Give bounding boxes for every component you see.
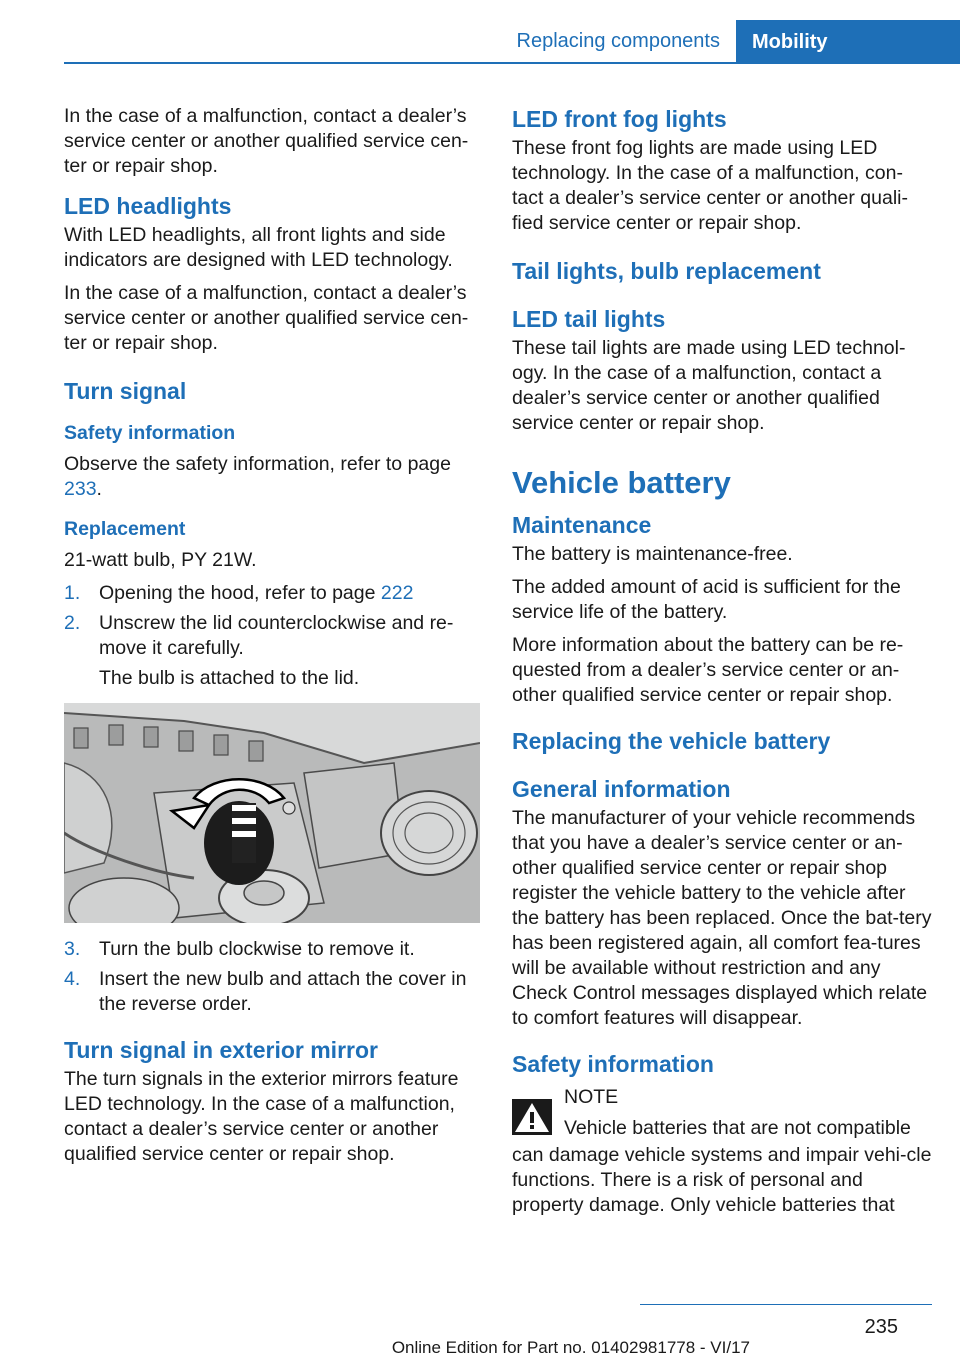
replacing-battery-heading: Replacing the vehicle battery [512, 728, 831, 754]
safety-information-heading: Safety information [64, 422, 236, 444]
warning-icon [512, 1099, 552, 1135]
vehicle-battery-heading: Vehicle battery [512, 465, 731, 500]
safety-information-text: Observe the safety information, refer to page 233. [64, 453, 451, 500]
fog-lights-heading: LED front fog lights [512, 106, 727, 132]
mirror-turn-signal-heading: Turn signal in exterior mirror [64, 1037, 378, 1063]
page-link-222[interactable]: 222 [380, 582, 414, 604]
list-item: 4. Insert the new bulb and attach the cover in the reverse order. [64, 968, 467, 1015]
general-information-text: The manufacturer of your vehicle recommends that you have a dealer’s service center or an‐other qualified service center or repair shop register the vehicle battery to the vehicle after the battery has been replaced. Once the bat‐tery has been registered again, all comfort fea‐tures will be available without restriction and any Check Control messages displayed which relate to comfort features will disappear. [512, 807, 932, 1029]
led-tail-lights-heading: LED tail lights [512, 306, 666, 332]
header-rule [64, 62, 960, 64]
maintenance-p3: More information about the battery can be re‐quested from a dealer’s service center or an‐other qualified service center or repair shop. [512, 634, 904, 706]
right-column [512, 104, 932, 1218]
page-number: 235 [864, 1316, 898, 1338]
led-tail-lights-text: These tail lights are made using LED technol‐ogy. In the case of a malfunction, contact a dealer’s service center or another qualified service center or repair shop. [512, 337, 906, 434]
footer-rule [640, 1304, 932, 1305]
maintenance-heading: Maintenance [512, 512, 652, 538]
mirror-turn-signal-text: The turn signals in the exterior mirrors feature LED technology. In the case of a malfunction, contact a dealer’s service center or another qualified service center or repair shop. [64, 1068, 459, 1165]
headlight-lid-illustration [64, 703, 480, 923]
page-link-233[interactable]: 233 [64, 478, 97, 500]
fog-lights-text: These front fog lights are made using LED technology. In the case of a malfunction, con‐tact a dealer’s service center or another quali‐fied service center or repair shop. [512, 137, 908, 234]
bulb-spec: 21-watt bulb, PY 21W. [64, 549, 257, 571]
replacement-heading: Replacement [64, 518, 186, 540]
list-item: 2. Unscrew the lid counterclockwise and re‐move it carefully. The bulb is attached to the lid. [64, 612, 454, 689]
replacement-steps-2 [64, 937, 480, 1017]
general-information-heading: General information [512, 776, 731, 802]
turn-signal-heading: Turn signal [64, 378, 187, 404]
list-item: 1. Opening the hood, refer to page 222 [64, 582, 414, 604]
left-column [64, 104, 480, 1175]
note-text-continued: can damage vehicle systems and impair vehi‐cle functions. There is a risk of personal and property damage. Only vehicle batteries that [512, 1144, 932, 1216]
edition-footer: Online Edition for Part no. 01402981778 - VI/17 [391, 1338, 750, 1357]
note-text: Vehicle batteries that are not compatible [564, 1117, 911, 1139]
list-item: 3. Turn the bulb clockwise to remove it. [64, 938, 415, 960]
tail-lights-heading: Tail lights, bulb replacement [512, 258, 821, 284]
note-label: NOTE [564, 1086, 619, 1108]
led-headlights-heading: LED headlights [64, 193, 232, 219]
maintenance-p2: The added amount of acid is sufficient for the service life of the battery. [512, 576, 901, 623]
note-block [512, 1085, 932, 1141]
header-section-title: Replacing components [516, 30, 720, 52]
replacement-steps-1 [64, 581, 480, 691]
led-headlights-p1: With LED headlights, all front lights and side indicators are designed with LED technology. [64, 224, 453, 271]
led-headlights-p2: In the case of a malfunction, contact a dealer’s service center or another qualified service cen‐ter or repair shop. [64, 282, 469, 354]
header-chapter-tab: Mobility [736, 20, 960, 62]
battery-safety-heading: Safety information [512, 1051, 714, 1077]
maintenance-p1: The battery is maintenance-free. [512, 543, 793, 565]
intro-paragraph: In the case of a malfunction, contact a dealer’s service center or another qualified service cen‐ter or repair shop. [64, 105, 469, 177]
